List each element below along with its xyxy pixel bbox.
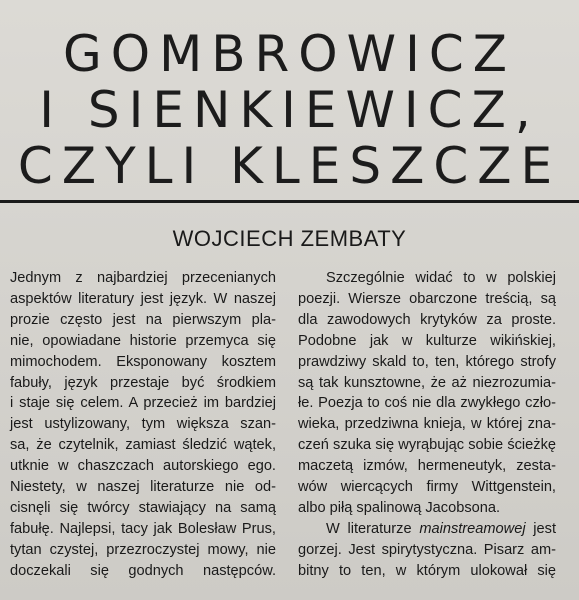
right-line: łe. Poezja to coś nie dla zwykłego czło-: [298, 395, 556, 412]
right-column: [298, 268, 556, 582]
title-line-2: I SIENKIEWICZ,: [39, 81, 540, 139]
left-line: aspektów literatury jest język. W naszej: [10, 290, 276, 307]
right-line: Podobne jak w kulturze wikińskiej,: [298, 332, 556, 349]
left-line: Jednym z najbardziej przecenianych: [10, 270, 276, 286]
left-line: jest ustylizowany, tym większa szan-: [10, 416, 276, 433]
left-line: cisnęli się twórcy stawiający na samą: [10, 499, 276, 516]
left-line: utknie w chaszczach autorskiego ego.: [10, 458, 276, 475]
text-run: W literaturze: [326, 520, 420, 537]
title-line-3: CZYLI KLESZCZE: [17, 137, 562, 195]
right-line: czeń szuka się wyrąbując sobie ścieżkę: [298, 437, 556, 454]
left-line: prozie często jest na pierwszym pla-: [10, 311, 276, 328]
right-line: wów wiercących firmy Wittgenstein,: [298, 479, 556, 496]
right-line: bitny to ten, w którym ulokował się: [298, 562, 556, 579]
article-title: [0, 26, 579, 194]
left-line: fabuły, język przestaje być środkiem: [10, 374, 276, 391]
right-line: gorzej. Jest spirytystyczna. Pisarz am-: [298, 541, 556, 558]
right-line: maczetą izmów, hermeneutyk, zesta-: [298, 458, 556, 475]
right-line: prawdziwy skald to, ten, którego strofy: [298, 353, 556, 370]
right-line: albo piłą spalinową Jacobsona.: [298, 499, 501, 516]
right-line: wieka, przedziwna knieja, w której zna-: [298, 416, 556, 433]
left-column: [10, 268, 276, 582]
left-line: nie, opowiadane historie przemyca się: [10, 332, 276, 349]
left-line: doczekali się godnych następców.: [10, 562, 276, 579]
title-divider: [0, 200, 579, 203]
left-line: tytan czystej, przezroczystej mowy, nie: [10, 541, 276, 558]
left-line: mimochodem. Eksponowany kosztem: [10, 353, 276, 370]
right-line: dla zawodowych krytyków za proste.: [298, 311, 556, 328]
right-line: są tak kunsztowne, że aż niezrozumia-: [298, 374, 556, 391]
right-line: poezji. Wiersze obarczone treścią, są: [298, 290, 556, 307]
text-run: jest: [525, 520, 556, 537]
left-line: i staje się celem. A przecież im bardziej: [10, 395, 276, 412]
right-line: Szczególnie widać to w polskiej: [326, 270, 556, 286]
author-byline: WOJCIECH ZEMBATY: [172, 226, 407, 251]
italic-term: mainstreamowej: [419, 520, 526, 537]
left-line: fabułę. Najlepsi, tacy jak Bolesław Prus,: [10, 520, 276, 537]
right-line-italic-mix: [298, 519, 556, 540]
left-line: sa, że czytelnik, zamiast śledzić wątek,: [10, 437, 276, 454]
title-line-1: GOMBROWICZ: [63, 25, 516, 83]
left-line: Niestety, w naszej literaturze nie od-: [10, 479, 276, 496]
